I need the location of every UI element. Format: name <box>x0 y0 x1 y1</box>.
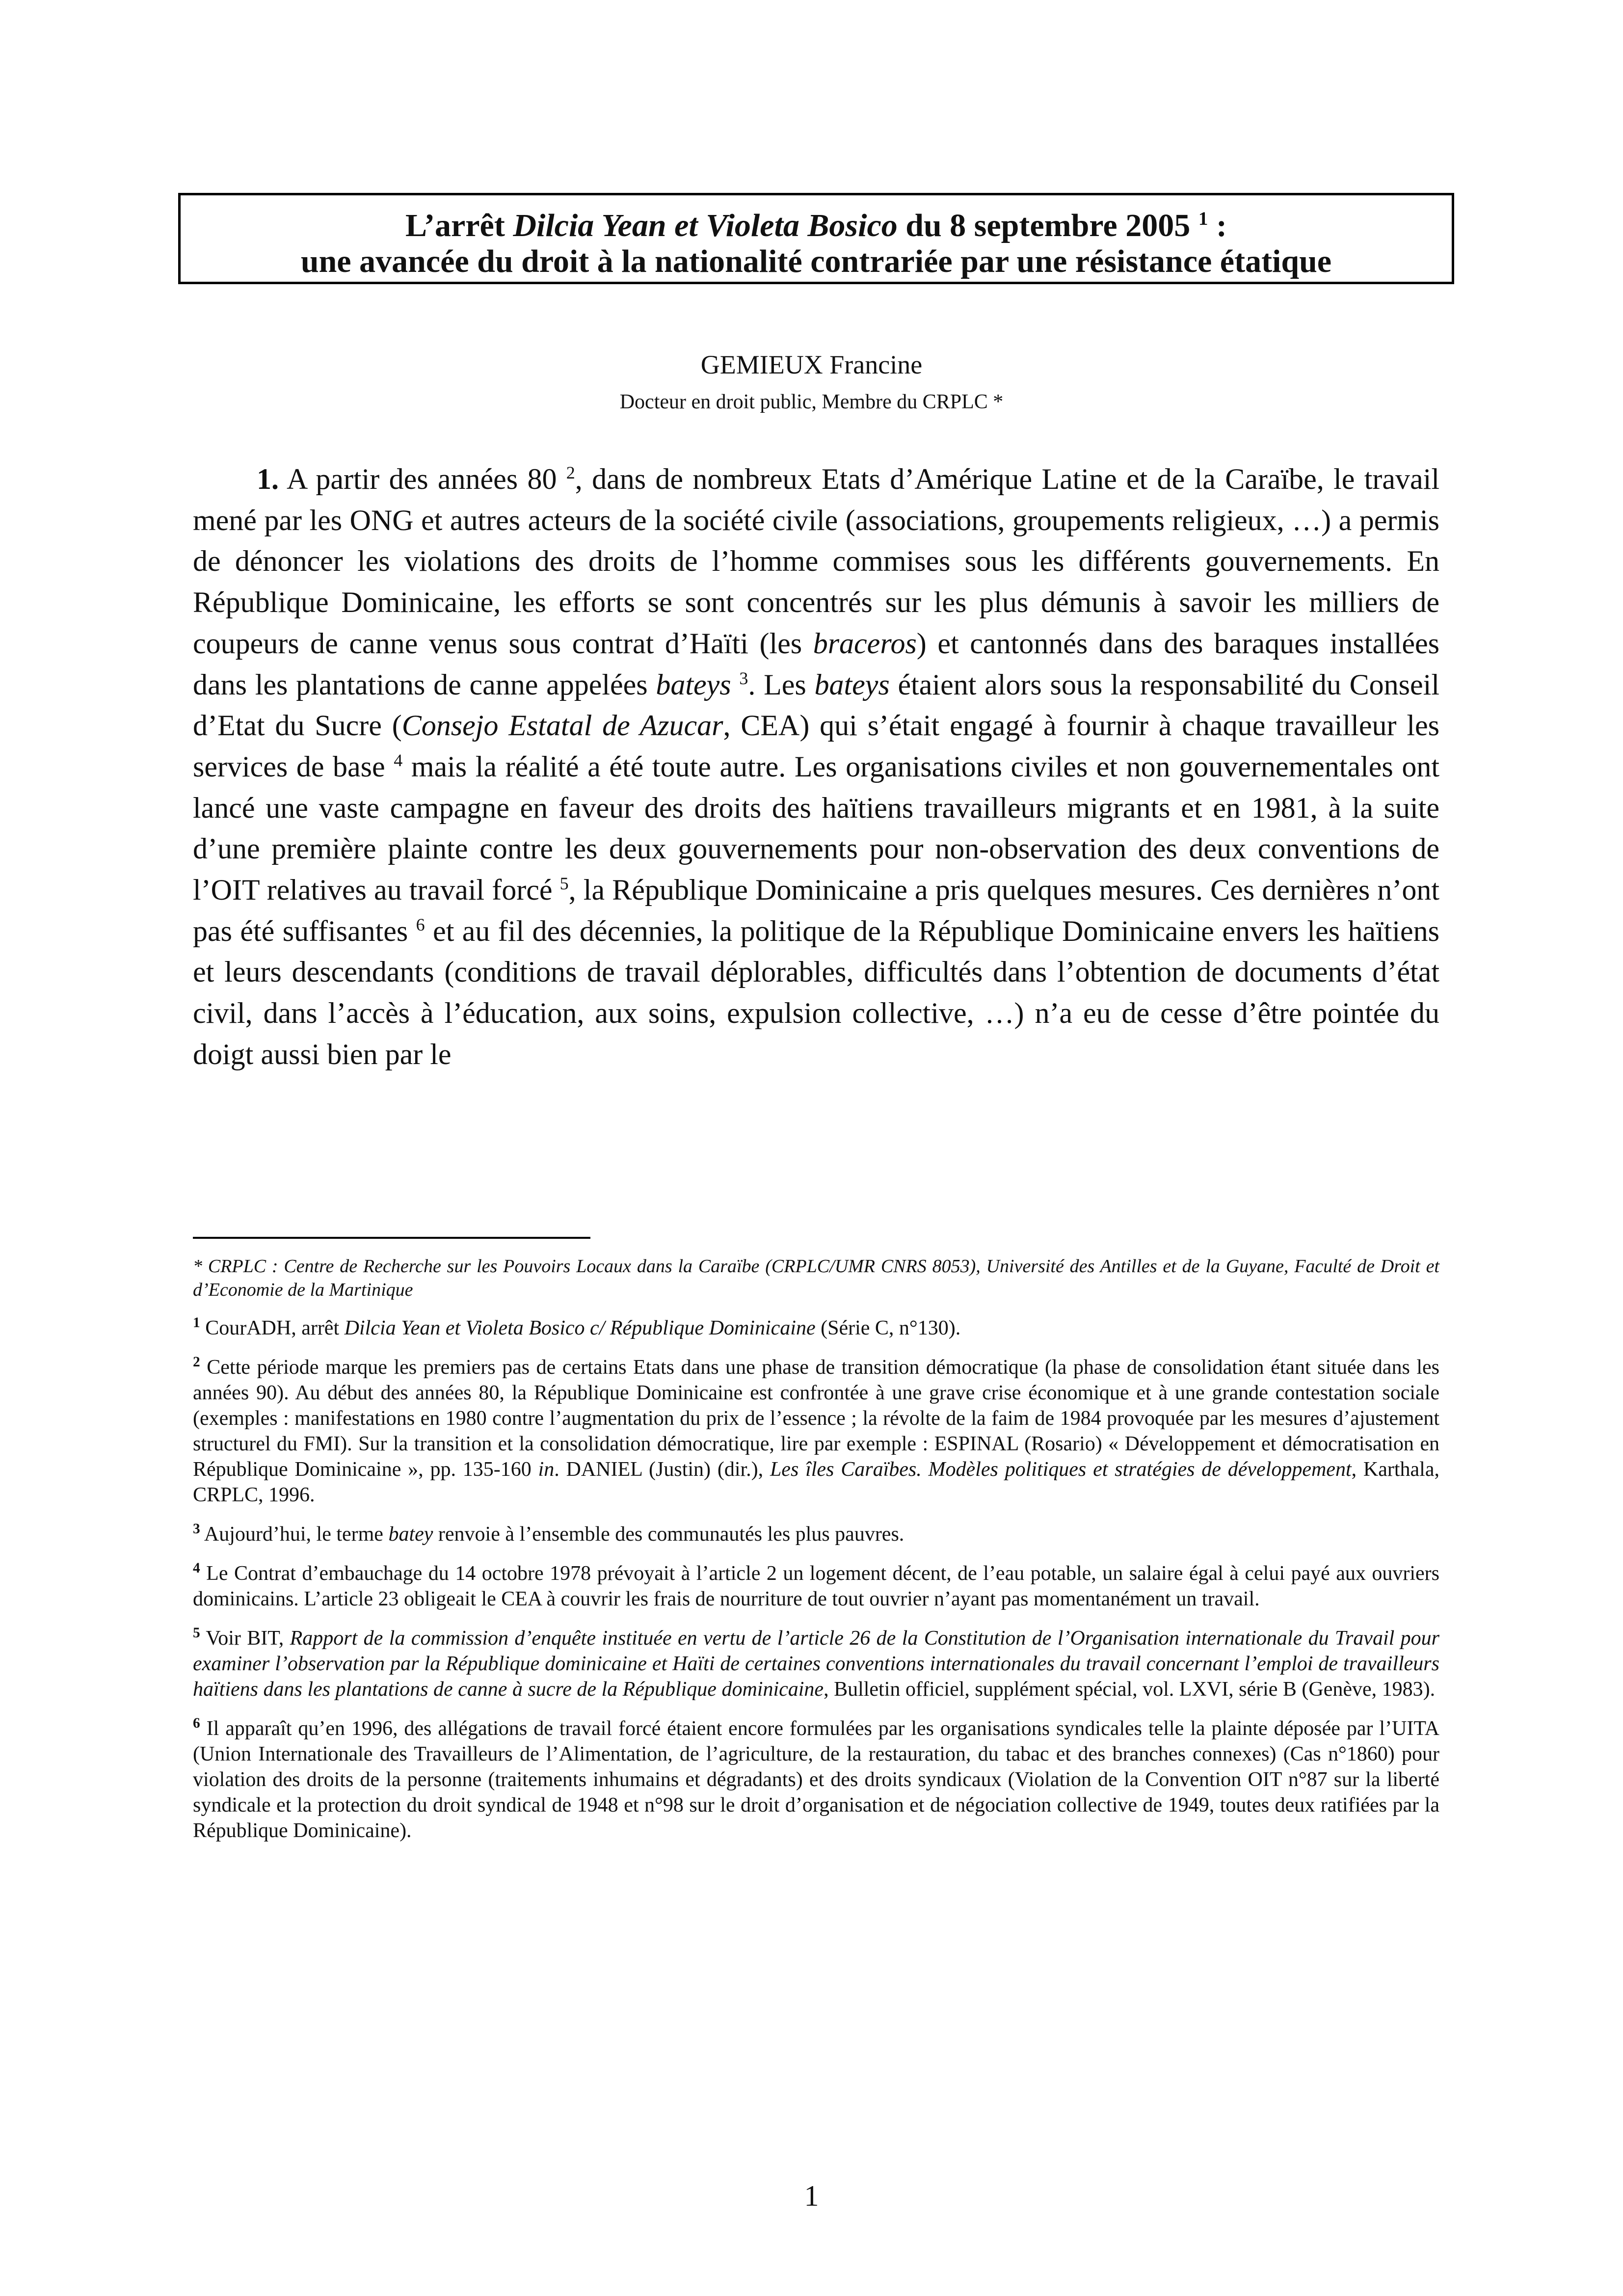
italic-text: bateys <box>656 668 731 701</box>
footnote-ref[interactable]: 6 <box>416 914 425 934</box>
text: A partir des années 80 <box>279 463 566 495</box>
body-text <box>193 459 1439 1075</box>
author-name: GEMIEUX Francine <box>700 350 923 379</box>
footnote-marker: 4 <box>193 1560 200 1576</box>
footnote-1 <box>193 1315 1439 1341</box>
text: Voir BIT, <box>200 1627 290 1650</box>
paragraph-number: 1. <box>257 463 279 495</box>
text: Cette période marque les premiers pas de certains Etats dans une phase de transition démocratique (la phase de consolidation étant située dans les années 90). Au début des années 80, la République Dominicaine est confrontée à une grave crise économique et à une grande contestation sociale (exemples : manifestations en 1980 contre l’augmentation du prix de l’essence ; la révolte de la faim de 1984 provoquée par les mesures d’ajustement structurel du FMI). Sur la transition et la consolidation démocratique, lire par exemple : ESPINAL (Rosario) « Développement et démocratisation en République Dominicaine », pp. 135-160 <box>193 1356 1439 1481</box>
title-box <box>178 193 1454 284</box>
text: ) et cantonnés dans des baraques installées dans les plantations de canne appelées <box>193 627 1439 701</box>
italic-text: braceros <box>813 627 917 660</box>
italic-text: bateys <box>814 668 890 701</box>
title-line-2: une avancée du droit à la nationalité contrariée par une résistance étatique <box>300 243 1332 279</box>
footnote-3 <box>193 1522 1439 1547</box>
text: Il apparaît qu’en 1996, des allégations de travail forcé étaient encore formulées par les organisations syndicales telle la plainte déposée par l’UITA (Union Internationale des Travailleurs de l’Alimentation, de l’agriculture, de la restauration, du tabac et des branches connexes) (Cas n°1860) pour violation des droits de la personne (traitements inhumains et dégradants) et des droits syndicaux (Violation de la Convention OIT n°87 sur la liberté syndicale et la protection du droit syndical de 1948 et n°98 sur le droit d’organisation et de négociation collective de 1949, toutes deux ratifiées par la République Dominicaine). <box>193 1717 1439 1842</box>
text: étaient alors sous la responsabilité du Conseil d’Etat du Sucre ( <box>193 668 1439 742</box>
text: . DANIEL (Justin) (dir.), <box>554 1458 770 1481</box>
text: , Karthala, CRPLC, 1996. <box>193 1458 1439 1506</box>
title-case-name: Dilcia Yean et Violeta Bosico <box>513 208 898 243</box>
italic-text: Consejo Estatal de Azucar <box>401 709 723 742</box>
text: CourADH, arrêt <box>200 1317 345 1339</box>
text: , la République Dominicaine a pris quelques mesures. Ces dernières n’ont pas été suffisantes <box>193 874 1439 947</box>
title-text: du 8 septembre 2005 <box>897 208 1198 243</box>
page-number: 1 <box>804 2180 819 2212</box>
paragraph-content <box>193 463 1439 1070</box>
italic-text: Dilcia Yean et Violeta Bosico c/ République Dominicaine <box>344 1317 816 1339</box>
footnote-marker: 5 <box>193 1625 200 1641</box>
text: . Les <box>748 668 815 701</box>
footnote-marker: 6 <box>193 1715 200 1731</box>
footnote-ref[interactable]: 4 <box>394 750 403 770</box>
italic-text: * CRPLC : Centre de Recherche sur les Pouvoirs Locaux dans la Caraïbe (CRPLC/UMR CNRS 8053), Université des Antilles et de la Guyane, Faculté de Droit et d’Economie de la Martinique <box>193 1256 1439 1300</box>
footnote-ref[interactable]: 3 <box>739 668 748 688</box>
italic-text: Rapport de la commission d’enquête instituée en vertu de l’article 26 de la Constitution de l’Organisation internationale du Travail pour examiner l’observation par la République dominicaine et Haïti de certaines conventions internationales du travail concernant l’emploi de travailleurs haïtiens dans les plantations de canne à sucre de la République dominicaine <box>193 1627 1439 1701</box>
text: , CEA) qui s’était engagé à fournir à chaque travailleur les services de base <box>193 709 1440 783</box>
text: , Bulletin officiel, supplément spécial, vol. LXVI, série B (Genève, 1983). <box>824 1678 1436 1701</box>
title-text: L’arrêt <box>405 208 513 243</box>
italic-text: batey <box>388 1523 433 1546</box>
footnote-marker: 1 <box>193 1315 200 1331</box>
text <box>731 668 740 701</box>
title-line-1 <box>181 206 1452 245</box>
footnote-marker: 3 <box>193 1521 200 1537</box>
italic-text: Les îles Caraïbes. Modèles politiques et stratégies de développement <box>770 1458 1352 1481</box>
italic-text: in <box>538 1458 555 1481</box>
text: renvoie à l’ensemble des communautés les plus pauvres. <box>433 1523 905 1546</box>
text: Aujourd’hui, le terme <box>200 1523 389 1546</box>
text: et au fil des décennies, la politique de la République Dominicaine envers les haïtiens et leurs descendants (conditions de travail déplorables, difficultés dans l’obtention de documents d’état civil, dans l’accès à l’éducation, aux soins, expulsion collective, …) n’a eu de cesse d’être pointée du doigt aussi bien par le <box>193 914 1439 1070</box>
author-affiliation: Docteur en droit public, Membre du CRPLC * <box>619 391 1004 413</box>
text: Le Contrat d’embauchage du 14 octobre 1978 prévoyait à l’article 2 un logement décent, de l’eau potable, un salaire égal à celui payé aux ouvriers dominicains. L’article 23 obligeait le CEA à couvrir les frais de nourriture de tout ouvrier n’ayant pas momentanément un travail. <box>193 1562 1439 1610</box>
footnote-5 <box>193 1626 1439 1702</box>
footnote-ref[interactable]: 5 <box>559 874 569 894</box>
footnote-ref[interactable]: 1 <box>1198 208 1208 229</box>
footnote-2 <box>193 1355 1439 1508</box>
title-text: : <box>1208 208 1227 243</box>
footnote-separator <box>193 1237 590 1239</box>
footnotes <box>193 1255 1439 1857</box>
footnote-ref[interactable]: 2 <box>566 463 575 482</box>
text: (Série C, n°130). <box>815 1317 961 1339</box>
footnote-6 <box>193 1716 1439 1843</box>
footnote-star <box>193 1255 1439 1302</box>
text: , dans de nombreux Etats d’Amérique Latine et de la Caraïbe, le travail mené par les ONG et autres acteurs de la société civile (associations, groupements religieux, …) a permis de dénoncer les violations des droits de l’homme commises sous les différents gouvernements. En République Dominicaine, les efforts se sont concentrés sur les plus démunis à savoir les milliers de coupeurs de canne venus sous contrat d’Haïti (les <box>193 463 1439 660</box>
footnote-4 <box>193 1561 1439 1612</box>
footnote-marker: 2 <box>193 1354 200 1370</box>
text: mais la réalité a été toute autre. Les organisations civiles et non gouvernementales ont lancé une vaste campagne en faveur des droits des haïtiens travailleurs migrants et en 1981, à la suite d’une première plainte contre les deux gouvernements pour non-observation des deux conventions de l’OIT relatives au travail forcé <box>193 750 1439 907</box>
paragraph-1 <box>193 459 1439 1075</box>
